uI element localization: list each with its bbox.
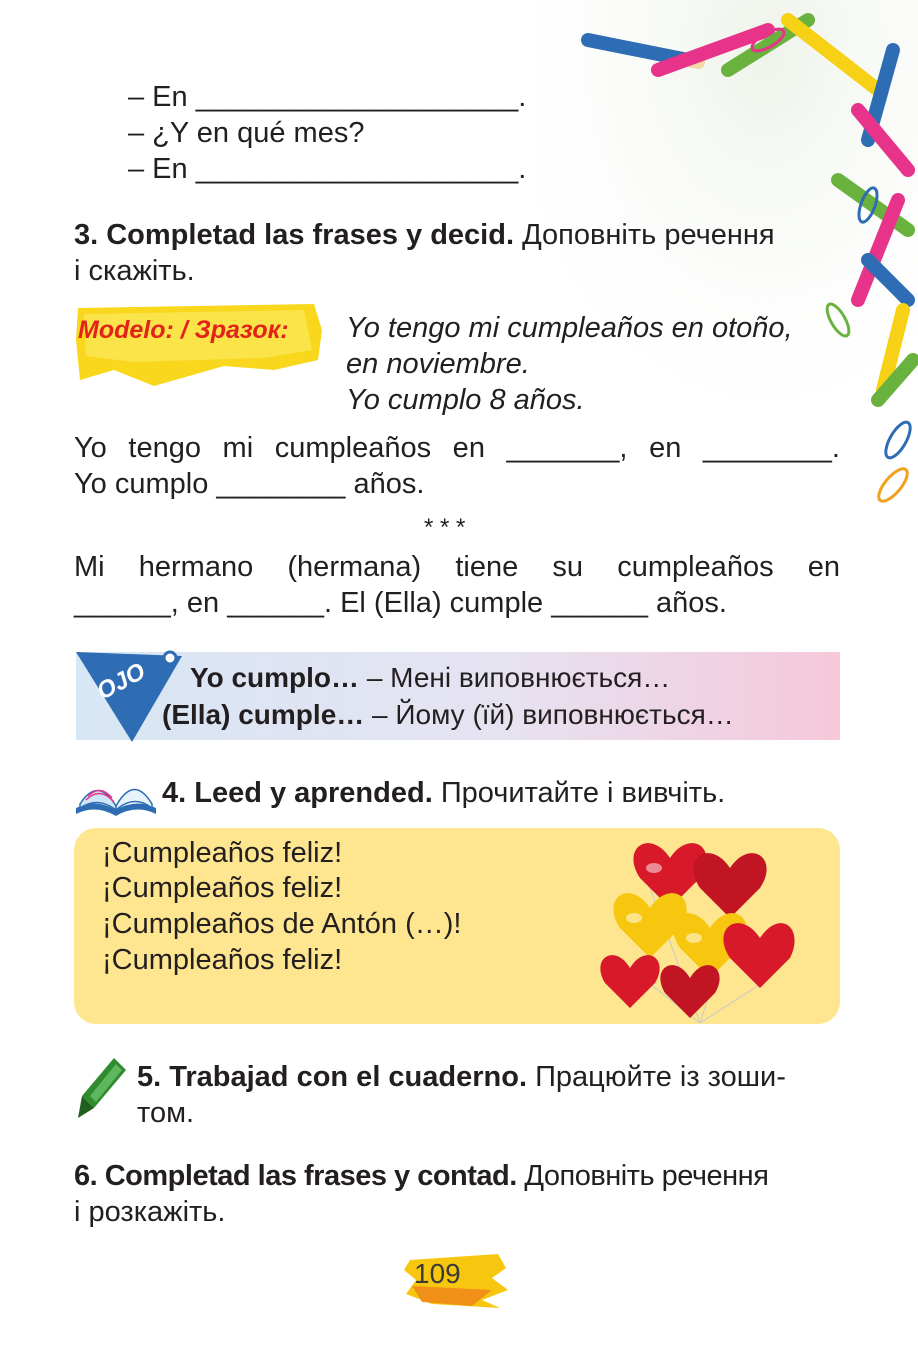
exercise-3-title-ua: Доповніть речення [522, 219, 775, 251]
example-line-2: en noviembre. [346, 348, 530, 380]
exercise-4-title [162, 775, 725, 811]
exercise-3-title [74, 217, 840, 253]
fill-line-1: Yo tengo mi cumpleaños en _______, en ________. [74, 432, 840, 464]
fill-line-2: Yo cumplo ________ años. [74, 468, 425, 500]
fill-line-4: ______, en ______. El (Ella) cumple ______ años. [74, 587, 727, 619]
balloons-image [590, 828, 800, 1024]
song-line-3: ¡Cumpleaños de Antón (…)! [102, 908, 462, 940]
exercise-3-title-es: 3. Completad las frases y decid. [74, 219, 515, 251]
song-line-2: ¡Cumpleaños feliz! [102, 872, 343, 904]
exercise-5-title [137, 1059, 840, 1095]
modelo-label: Modelo: / Зразок: [78, 316, 289, 344]
example-line-1: Yo tengo mi cumpleaños en otoño, [346, 312, 793, 344]
exercise-5-title-ua: Працюйте із зоши- [535, 1061, 786, 1093]
book-icon [72, 768, 160, 818]
ojo-line-1-ua: – Мені виповнюється… [366, 662, 671, 693]
exercise-3-title-cont: і скажіть. [74, 255, 195, 287]
page-number: 109 [414, 1258, 461, 1289]
exercise-4-title-es: 4. Leed y aprended. [162, 777, 433, 809]
exercise-6-title-cont: і розкажіть. [74, 1196, 226, 1228]
ojo-line-2-es: (Ella) cumple… [162, 699, 365, 730]
exercise-6-title-ua: Доповніть речення [524, 1160, 769, 1192]
ojo-line-2-ua: – Йому (їй) виповнюється… [372, 699, 734, 730]
fill-line-3: Mi hermano (hermana) tiene su cumpleaños en [74, 551, 840, 583]
ojo-line-1-es: Yo cumplo… [190, 662, 360, 693]
dialog-line-2: – ¿Y en qué mes? [128, 117, 365, 149]
exercise-4-title-ua: Прочитайте і вивчіть. [440, 777, 726, 809]
exercise-6-title [74, 1158, 840, 1194]
exercise-5-title-cont: том. [137, 1097, 195, 1129]
ojo-line-1 [190, 661, 670, 695]
ojo-line-2 [162, 698, 734, 732]
example-line-3: Yo cumplo 8 años. [346, 384, 585, 416]
exercise-5-title-es: 5. Trabajad con el cuaderno. [137, 1061, 528, 1093]
ojo-badge-label: OJO [92, 657, 150, 706]
exercise-6-title-es: 6. Completad las frases y contad. [74, 1160, 517, 1192]
separator: * * * [424, 514, 466, 541]
pen-icon [74, 1054, 130, 1122]
dialog-line-1: – En ____________________. [128, 81, 527, 113]
song-line-1: ¡Cumpleaños feliz! [102, 837, 343, 869]
dialog-line-3: – En ____________________. [128, 153, 527, 185]
song-line-4: ¡Cumpleaños feliz! [102, 944, 343, 976]
